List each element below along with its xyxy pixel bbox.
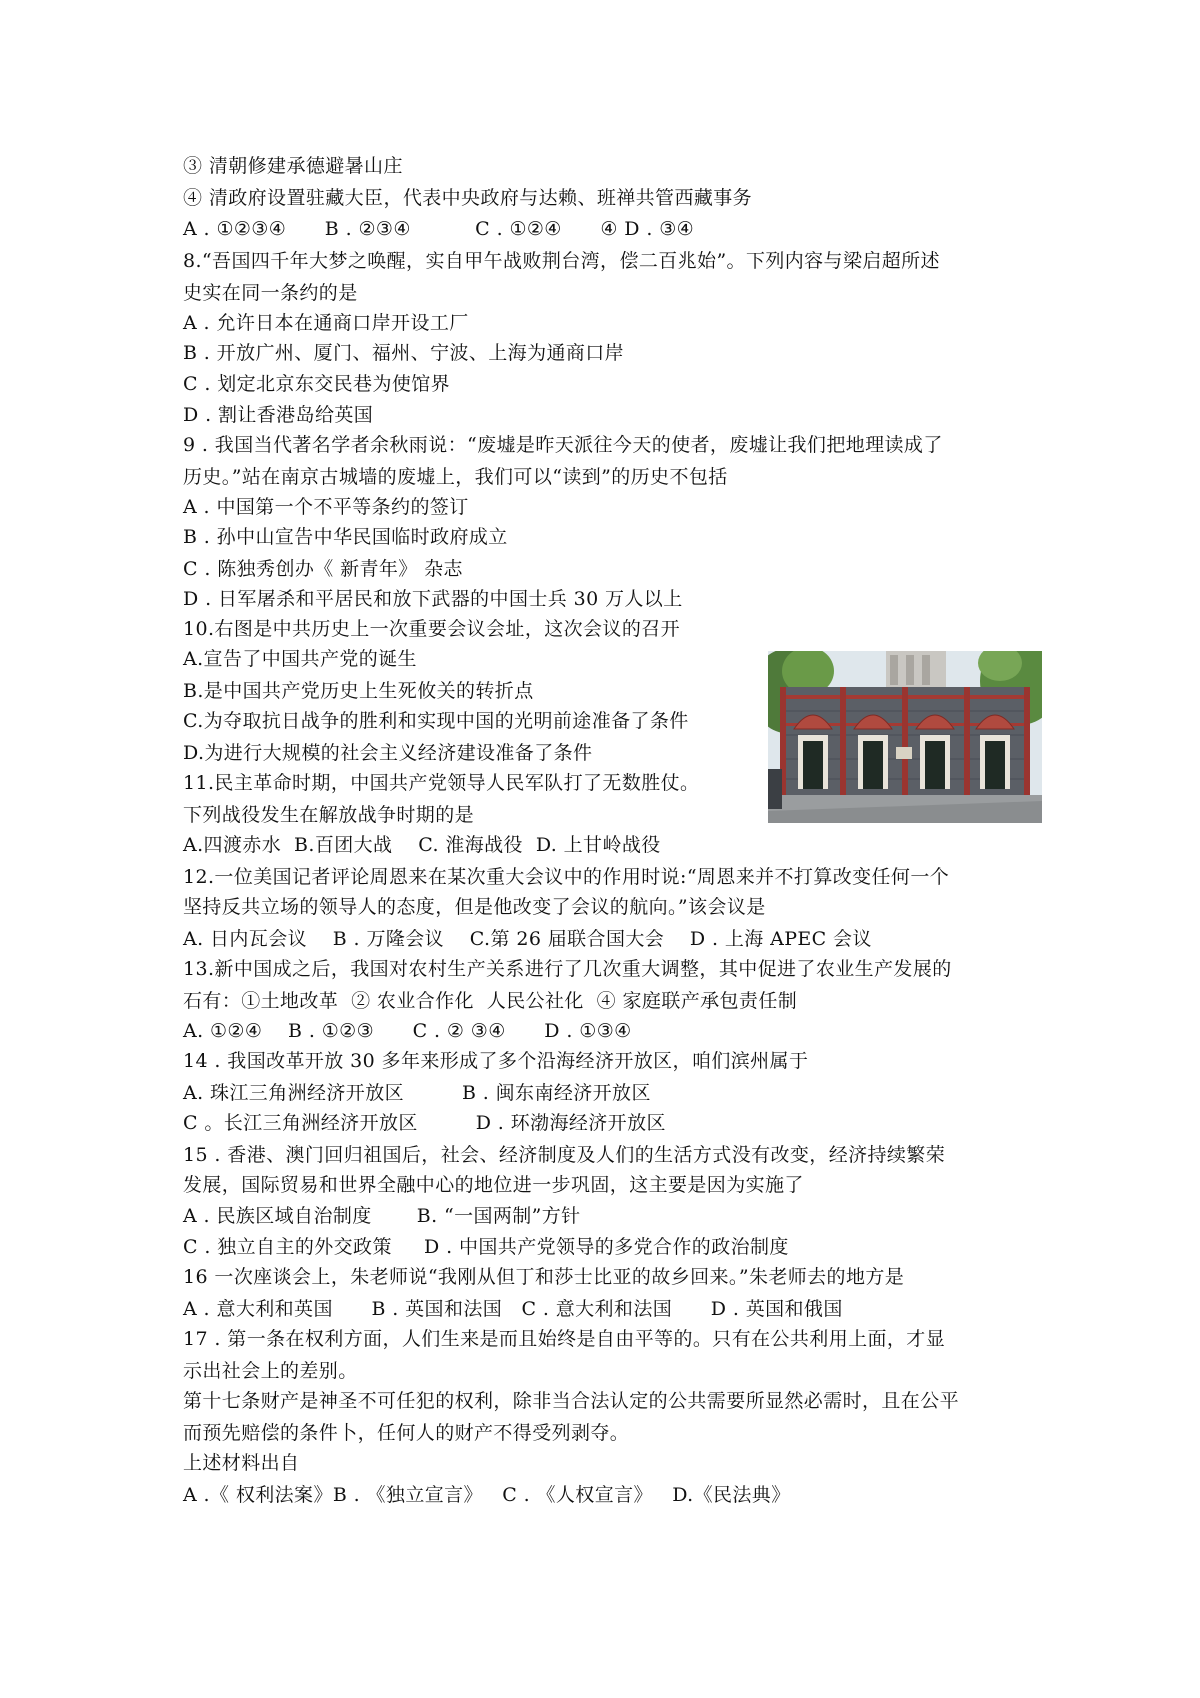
text-line: A . ①②③④ B . ②③④ C . ①②④ ④ D . ③④ — [183, 218, 695, 240]
text-line: A . 中国第一个不平等条约的签订 — [183, 496, 469, 518]
text-line: 12.一位美国记者评论周恩来在某次重大会议中的作用时说:“周恩来并不打算改变任何一个 — [183, 866, 950, 888]
text-line: 示出社会上的差别。 — [183, 1360, 358, 1382]
text-line: A.四渡赤水 B.百团大战 C. 淮海战役 D. 上甘岭战役 — [183, 834, 661, 856]
text-line: 17 . 第一条在权利方面，人们生来是而且始终是自由平等的。只有在公共利用上面，才显 — [183, 1328, 946, 1350]
text-line: B . 孙中山宣告中华民国临时政府成立 — [183, 526, 508, 548]
text-line: 第十七条财产是神圣不可任犯的权利，除非当合法认定的公共需要所显然必需时，且在公平 — [183, 1390, 960, 1412]
text-line: C . 划定北京东交民巷为使馆界 — [183, 373, 451, 395]
text-line: 11.民主革命时期，中国共产党领导人民军队打了无数胜仗。 — [183, 772, 700, 794]
text-line: D.为进行大规模的社会主义经济建设准备了条件 — [183, 742, 593, 764]
text-line: 10.右图是中共历史上一次重要会议会址，这次会议的召开 — [183, 618, 681, 640]
text-line: 上述材料出自 — [183, 1452, 300, 1474]
text-line: C.为夺取抗日战争的胜利和实现中国的光明前途准备了条件 — [183, 710, 689, 732]
text-line: A. 日内瓦会议 B . 万隆会议 C.第 26 届联合国大会 D . 上海 APEC 会议 — [183, 928, 872, 950]
text-line: D . 割让香港岛给英国 — [183, 404, 374, 426]
text-line: A .《 权利法案》B . 《独立宣言》 C . 《人权宣言》 D.《民法典》 — [183, 1484, 791, 1506]
text-line: 而预先赔偿的条件卜，任何人的财产不得受列剥夺。 — [183, 1422, 630, 1444]
meeting-site-photo — [768, 651, 1042, 823]
text-line: A. ①②④ B . ①②③ C . ② ③④ D . ①③④ — [183, 1020, 632, 1042]
text-line: C 。长江三角洲经济开放区 D . 环渤海经济开放区 — [183, 1112, 666, 1134]
text-line: C . 独立自主的外交政策 D . 中国共产党领导的多党合作的政治制度 — [183, 1236, 789, 1258]
text-line: ④ 清政府设置驻藏大臣，代表中央政府与达赖、班禅共管西藏事务 — [183, 187, 753, 209]
text-line: 8.“吾国四千年大梦之唤醒，实自甲午战败荆台湾，偿二百兆始”。下列内容与梁启超所述 — [183, 250, 940, 272]
text-line: A . 意大利和英国 B . 英国和法国 C . 意大利和法国 D . 英国和俄国 — [183, 1298, 843, 1320]
text-line: 发展，国际贸易和世界全融中心的地位进一步巩固，这主要是因为实施了 — [183, 1174, 804, 1196]
text-line: A.宣告了中国共产党的诞生 — [183, 648, 417, 670]
text-line: D . 日军屠杀和平居民和放下武器的中国士兵 30 万人以上 — [183, 588, 683, 610]
text-line: C . 陈独秀创办《 新青年》 杂志 — [183, 558, 463, 580]
text-line: 下列战役发生在解放战争时期的是 — [183, 804, 475, 826]
text-line: 14 . 我国改革开放 30 多年来形成了多个沿海经济开放区，咱们滨州属于 — [183, 1050, 809, 1072]
text-line: A. 珠江三角洲经济开放区 B . 闽东南经济开放区 — [183, 1082, 651, 1104]
text-line: 坚持反共立场的领导人的态度，但是他改变了会议的航向。”该会议是 — [183, 896, 766, 918]
text-line: ③ 清朝修建承德避暑山庄 — [183, 155, 403, 177]
text-line: 16 一次座谈会上，朱老师说“我刚从但丁和莎士比亚的故乡回来。”朱老师去的地方是 — [183, 1266, 905, 1288]
text-line: B.是中国共产党历史上生死攸关的转折点 — [183, 680, 534, 702]
text-line: A . 允许日本在通商口岸开设工厂 — [183, 312, 469, 334]
text-line: 历史。”站在南京古城墙的废墟上，我们可以“读到”的历史不包括 — [183, 466, 728, 488]
text-line: 13.新中国成之后，我国对农村生产关系进行了几次重大调整，其中促进了农业生产发展的 — [183, 958, 952, 980]
text-line: 史实在同一条约的是 — [183, 282, 358, 304]
text-line: A . 民族区域自治制度 B. “一国两制”方针 — [183, 1205, 581, 1227]
text-line: 石有：①土地改革 ② 农业合作化 人民公社化 ④ 家庭联产承包责任制 — [183, 990, 798, 1012]
text-line: 9 . 我国当代著名学者余秋雨说：“废墟是昨天派往今天的使者，废墟让我们把地理读成了 — [183, 434, 943, 456]
text-line: B . 开放广州、厦门、福州、宁波、上海为通商口岸 — [183, 342, 625, 364]
text-line: 15 . 香港、澳门回归祖国后，社会、经济制度及人们的生活方式没有改变，经济持续繁荣 — [183, 1144, 946, 1166]
